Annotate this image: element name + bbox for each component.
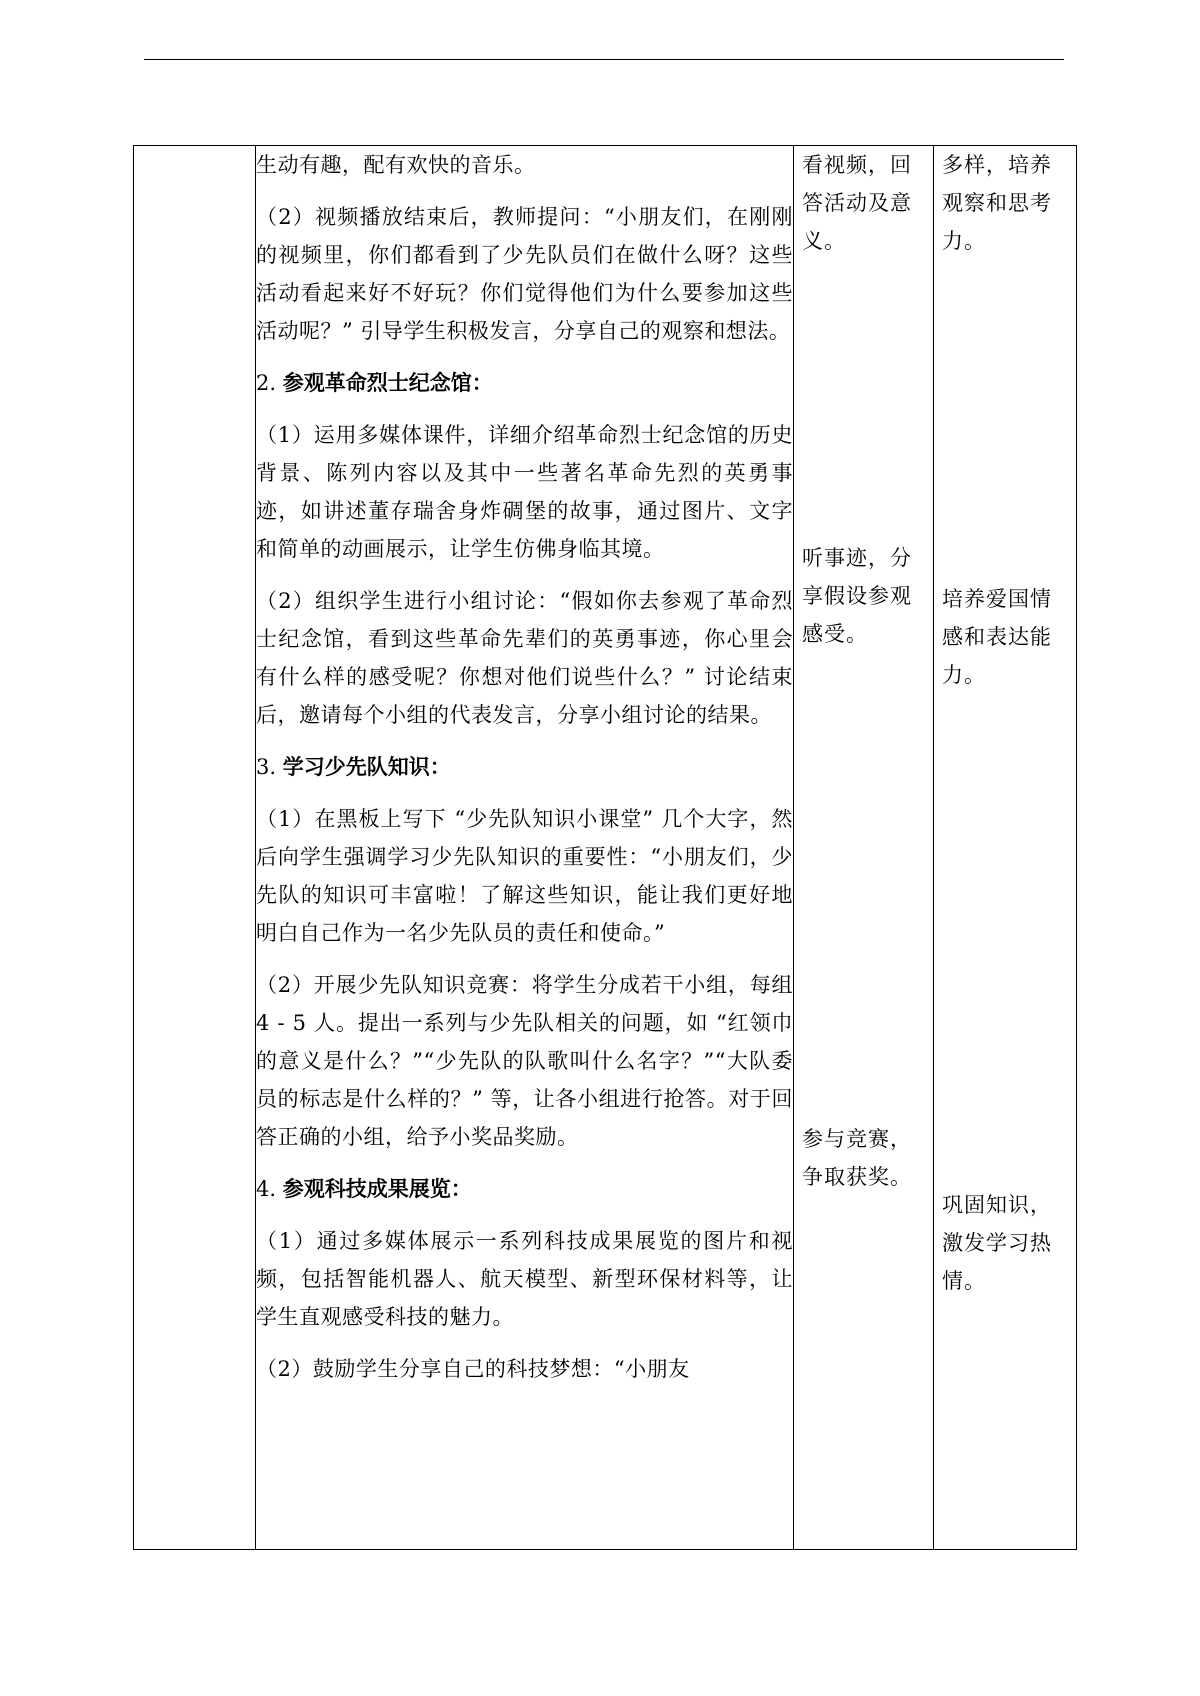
design-purpose-text: 多样，培养观察和思考力。 <box>942 153 1052 253</box>
section-number: 2. <box>256 371 277 395</box>
header-rule <box>144 59 1064 60</box>
paragraph: （1）在黑板上写下 “少先队知识小课堂” 几个大字，然后向学生强调学习少先队知识的重要性：“小朋友们，少先队的知识可丰富啦！了解这些知识，能让我们更好地明白自己作为一名少先队员的责任和使命。” <box>256 807 793 945</box>
design-purpose-text: 培养爱国情感和表达能力。 <box>942 587 1052 687</box>
lesson-plan-table <box>133 145 1077 1550</box>
paragraph: 生动有趣，配有欢快的音乐。 <box>256 153 536 177</box>
student-activity-text: 参与竞赛，争取获奖。 <box>802 1127 912 1189</box>
student-activity-text: 看视频，回答活动及意义。 <box>802 153 912 253</box>
paragraph: （2）开展少先队知识竞赛：将学生分成若干小组，每组 4 - 5 人。提出一系列与少先队相关的问题，如 “红领巾的意义是什么？”“少先队的队歌叫什么名字？”“大队委员的标志是什么样的？” 等，让各小组进行抢答。对于回答正确的小组，给予小奖品奖励。 <box>256 973 793 1149</box>
section-number: 3. <box>256 755 277 779</box>
section-heading <box>256 748 793 786</box>
section-heading <box>256 364 793 402</box>
teacher-activity-cell <box>256 146 794 1550</box>
design-purpose-cell <box>934 146 1077 1550</box>
paragraph: （2）视频播放结束后，教师提问：“小朋友们，在刚刚的视频里，你们都看到了少先队员们在做什么呀？这些活动看起来好不好玩？你们觉得他们为什么要参加这些活动呢？” 引导学生积极发言，分享自己的观察和想法。 <box>256 205 793 343</box>
paragraph: （1）运用多媒体课件，详细介绍革命烈士纪念馆的历史背景、陈列内容以及其中一些著名革命先烈的英勇事迹，如讲述董存瑞舍身炸碉堡的故事，通过图片、文字和简单的动画展示，让学生仿佛身临其境。 <box>256 423 793 561</box>
student-activity-cell <box>794 146 934 1550</box>
student-activity-text: 听事迹，分享假设参观感受。 <box>802 546 912 646</box>
section-title: 参观科技成果展览： <box>282 1176 472 1201</box>
design-purpose-text: 巩固知识，激发学习热情。 <box>942 1193 1052 1293</box>
section-title: 学习少先队知识： <box>282 754 451 779</box>
paragraph: （2）组织学生进行小组讨论：“假如你去参观了革命烈士纪念馆，看到这些革命先辈们的英勇事迹，你心里会有什么样的感受呢？你想对他们说些什么？” 讨论结束后，邀请每个小组的代表发言，分享小组讨论的结果。 <box>256 589 793 727</box>
paragraph: （2）鼓励学生分享自己的科技梦想：“小朋友 <box>256 1357 690 1381</box>
section-title: 参观革命烈士纪念馆： <box>282 370 493 395</box>
section-number: 4. <box>256 1177 277 1201</box>
paragraph: （1）通过多媒体展示一系列科技成果展览的图片和视频，包括智能机器人、航天模型、新型环保材料等，让学生直观感受科技的魅力。 <box>256 1229 793 1329</box>
section-heading <box>256 1170 793 1208</box>
stage-cell <box>134 146 256 1550</box>
